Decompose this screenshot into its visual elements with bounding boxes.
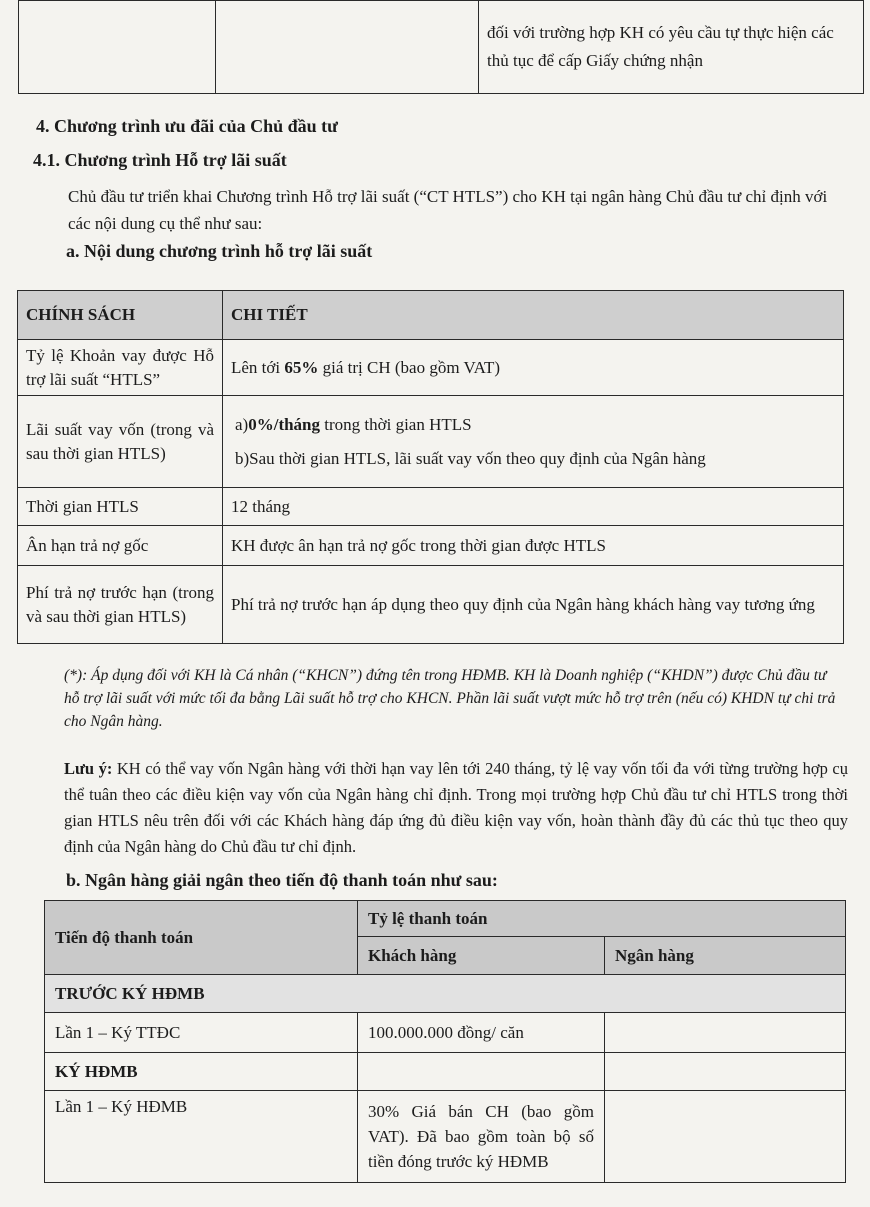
header-customer: Khách hàng (358, 937, 605, 975)
customer-cell (358, 1053, 605, 1091)
section-4-1-title: 4.1. Chương trình Hỗ trợ lãi suất (33, 150, 287, 170)
section-4-title: 4. Chương trình ưu đãi của Chủ đầu tư (36, 116, 338, 136)
detail-cell: Phí trả nợ trước hạn áp dụng theo quy định của Ngân hàng khách hàng vay tương ứng (223, 566, 844, 644)
table-row (18, 488, 844, 526)
detail-item-a: a)0%/tháng trong thời gian HTLS (235, 414, 472, 434)
top-table-cell-1 (19, 1, 216, 94)
policy-table-header-row (18, 291, 844, 340)
detail-text: Lên tới (231, 357, 285, 377)
table-row (18, 526, 844, 566)
policy-cell: Lãi suất vay vốn (trong và sau thời gian HTLS) (18, 396, 223, 488)
top-table-cell-3: đối với trường hợp KH có yêu cầu tự thực hiện các thủ tục để cấp Giấy chứng nhận (479, 1, 864, 94)
top-partial-table (18, 0, 864, 94)
detail-item-b: b)Sau thời gian HTLS, lãi suất vay vốn theo quy định của Ngân hàng (235, 448, 706, 468)
customer-cell: 100.000.000 đồng/ căn (358, 1013, 605, 1053)
detail-cell (223, 396, 844, 488)
stage-cell: Lần 1 – Ký HĐMB (45, 1091, 358, 1183)
table-row (45, 1091, 846, 1183)
bank-cell (605, 1091, 846, 1183)
top-table-cell-2 (216, 1, 479, 94)
detail-cell (223, 340, 844, 396)
section-row (45, 975, 846, 1013)
note-label: Lưu ý: (64, 759, 113, 778)
header-schedule: Tiến độ thanh toán (45, 901, 358, 975)
detail-text: giá trị CH (bao gồm VAT) (318, 357, 501, 377)
footnote: (*): Áp dụng đối với KH là Cá nhân (“KHCN”) đứng tên trong HĐMB. KH là Doanh nghiệp (“KHDN”) được Chủ đầu tư hỗ trợ lãi suất với mức tối đa bằng Lãi suất hỗ trợ cho KHCN. Phần lãi suất vượt mức hỗ trợ trên (nếu có) KHDN tự chi trả cho Ngân hàng. (64, 667, 836, 730)
detail-bold: 65% (284, 357, 319, 377)
section-b-title: b. Ngân hàng giải ngân theo tiến độ thanh toán như sau: (66, 870, 498, 890)
detail-cell: 12 tháng (223, 488, 844, 526)
table-row (45, 1053, 846, 1091)
bank-cell (605, 1053, 846, 1091)
section-a-title: a. Nội dung chương trình hỗ trợ lãi suất (66, 241, 373, 261)
note-paragraph (64, 756, 848, 860)
table-row (18, 396, 844, 488)
payment-table (44, 900, 846, 1183)
note-text: KH có thể vay vốn Ngân hàng với thời hạn vay lên tới 240 tháng, tỷ lệ vay vốn tối đa với từng trường hợp cụ thể tuân theo các điều kiện vay vốn của Ngân hàng chỉ định. Trong mọi trường hợp Chủ đầu tư chỉ HTLS trong thời gian HTLS nêu trên đối với các Khách hàng đáp ứng đủ điều kiện vay vốn, hoàn thành đầy đủ các thủ tục theo quy định của Ngân hàng do Chủ đầu tư chỉ định. (64, 759, 848, 856)
header-detail: CHI TIẾT (223, 291, 844, 340)
policy-table (17, 290, 844, 644)
stage-cell: Lần 1 – Ký TTĐC (45, 1013, 358, 1053)
table-row (45, 1013, 846, 1053)
section-before-contract: TRƯỚC KÝ HĐMB (45, 975, 846, 1013)
detail-cell: KH được ân hạn trả nợ gốc trong thời gian được HTLS (223, 526, 844, 566)
customer-cell: 30% Giá bán CH (bao gồm VAT). Đã bao gồm toàn bộ số tiền đóng trước ký HĐMB (358, 1091, 605, 1183)
table-row (18, 566, 844, 644)
policy-cell: Tỷ lệ Khoản vay được Hỗ trợ lãi suất “HTLS” (18, 340, 223, 396)
policy-cell: Thời gian HTLS (18, 488, 223, 526)
table-row (18, 340, 844, 396)
policy-cell: Phí trả nợ trước hạn (trong và sau thời gian HTLS) (18, 566, 223, 644)
bank-cell (605, 1013, 846, 1053)
header-policy: CHÍNH SÁCH (18, 291, 223, 340)
section-4-1-intro: Chủ đầu tư triển khai Chương trình Hỗ trợ lãi suất (“CT HTLS”) cho KH tại ngân hàng Chủ đầu tư chỉ định với các nội dung cụ thể như sau: (68, 187, 828, 233)
header-ratio: Tỷ lệ thanh toán (358, 901, 846, 937)
section-contract: KÝ HĐMB (45, 1053, 358, 1091)
policy-cell: Ân hạn trả nợ gốc (18, 526, 223, 566)
header-bank: Ngân hàng (605, 937, 846, 975)
payment-header-row-1 (45, 901, 846, 937)
